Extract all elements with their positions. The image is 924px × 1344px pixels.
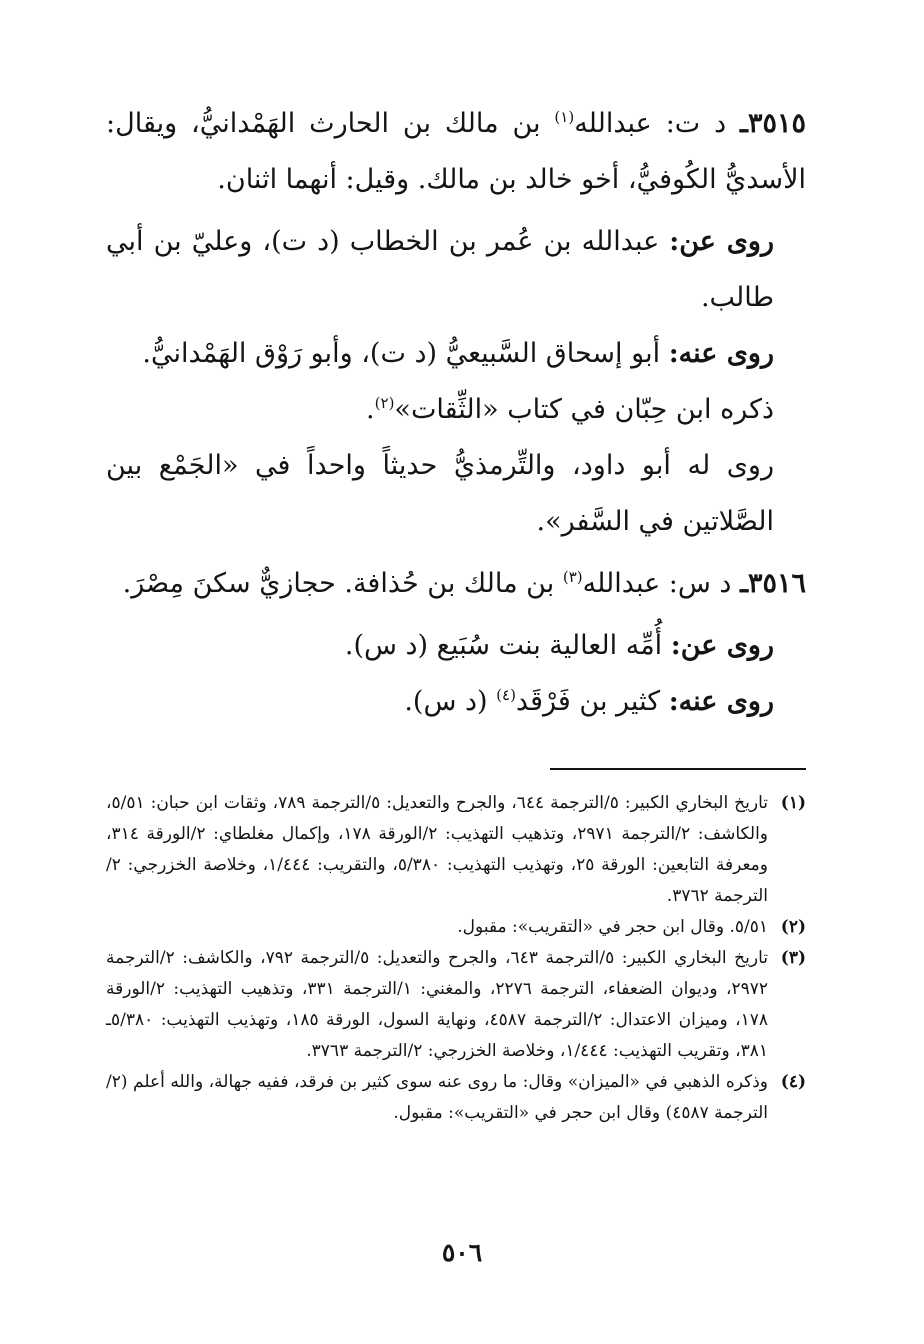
footnote-number: (٤) — [780, 1072, 806, 1092]
entry-number: ٣٥١٦ـ — [740, 568, 806, 599]
footnote-number: (١) — [780, 793, 806, 813]
footnote — [106, 912, 806, 943]
footnote — [106, 1067, 806, 1129]
narrated-by — [106, 326, 806, 382]
footnote-ref: (٢) — [374, 394, 395, 412]
mentioned-by-text: ذكره ابن حِبّان في كتاب «الثِّقات» — [394, 394, 774, 425]
footnote-number: (٣) — [780, 948, 806, 968]
narrated-from — [106, 214, 806, 326]
narrated-from-label: روى عن: — [669, 226, 774, 257]
footnote-ref: (٤) — [496, 686, 516, 704]
mentioned-by-end: . — [366, 394, 375, 425]
page-number: ٥٠٦ — [441, 1238, 483, 1267]
narrated-from — [106, 618, 806, 674]
main-text — [106, 96, 806, 730]
entry-number: ٣٥١٥ـ — [740, 108, 806, 139]
narrated-by-end: (د س). — [404, 686, 488, 717]
narrated-by-name: كثير بن فَرْقَد — [515, 686, 661, 717]
narrated-by — [106, 674, 806, 730]
footnote — [106, 788, 806, 912]
entry-3515-heading — [106, 96, 806, 208]
footnotes — [106, 788, 806, 1129]
narrated-by-label: روى عنه: — [668, 338, 774, 369]
footnote-text: تاريخ البخاري الكبير: ٥/الترجمة ٦٤٤، والجرح والتعديل: ٥/الترجمة ٧٨٩، وثقات ابن حبان: ٥/٥١، والكاشف: ٢/الترجمة ٢٩٧١، وتذهيب التهذيب: ٢/الورقة ١٧٨، وإكمال مغلطاي: ٢/الورقة ٣١٤، ومعرفة التابعين: الورقة ٢٥، وتهذيب التهذيب: ٥/٣٨٠، والتقريب: ١/٤٤٤، وخلاصة الخزرجي: ٢/الترجمة ٣٧٦٢. — [106, 793, 768, 906]
narrated-for-text: روى له أبو داود، والتِّرمذيُّ حديثاً واحداً في «الجَمْع بين الصَّلاتين في السَّفر». — [106, 450, 774, 537]
footnote-ref: (١) — [554, 108, 575, 126]
entry-description: بن مالك بن الحارث الهَمْدانيُّ، ويقال: الأسديُّ الكُوفيُّ، أخو خالد بن مالك. وقيل: أنهما اثنان. — [106, 108, 806, 195]
narrated-from-text: عبدالله بن عُمر بن الخطاب (د ت)، وعليّ بن أبي طالب. — [106, 226, 774, 313]
mentioned-by — [106, 382, 806, 438]
entry-name: عبدالله — [582, 568, 661, 599]
entry-codes: د ت: — [665, 108, 727, 139]
footnote-divider — [550, 768, 806, 770]
narrated-for — [106, 438, 806, 550]
footnote-text: تاريخ البخاري الكبير: ٥/الترجمة ٦٤٣، والجرح والتعديل: ٥/الترجمة ٧٩٢، والكاشف: ٢/الترجمة ٢٩٧٢، وديوان الضعفاء، الترجمة ٢٢٧٦، والمغني: ١/الترجمة ٣٣١، وتذهيب التهذيب: ٢/الورقة ١٧٨، وميزان الاعتدال: ٢/الترجمة ٤٥٨٧، ونهاية السول، الورقة ١٨٥، وتهذيب التهذيب: ٥/٣٨٠ـ ٣٨١، وتقريب التهذيب: ١/٤٤٤، وخلاصة الخزرجي: ٢/الترجمة ٣٧٦٣. — [106, 948, 769, 1061]
entry-3516-heading — [106, 556, 806, 612]
narrated-by-text: أبو إسحاق السَّبيعيُّ (د ت)، وأبو رَوْق الهَمْدانيُّ. — [142, 338, 661, 369]
narrated-by-label: روى عنه: — [668, 686, 774, 717]
footnote-text: وذكره الذهبي في «الميزان» وقال: ما روى عنه سوى كثير بن فرقد، ففيه جهالة، والله أعلم (٢/الترجمة ٤٥٨٧) وقال ابن حجر في «التقريب»: مقبول. — [106, 1072, 768, 1123]
entry-name: عبدالله — [574, 108, 652, 139]
narrated-from-text: أُمِّه العالية بنت سُبَيع (د س). — [344, 630, 663, 661]
footnote-number: (٢) — [780, 917, 806, 937]
entry-codes: د س: — [668, 568, 732, 599]
footnote — [106, 943, 806, 1067]
footnote-text: ٥/٥١. وقال ابن حجر في «التقريب»: مقبول. — [457, 917, 768, 937]
footnote-ref: (٣) — [562, 568, 583, 586]
narrated-from-label: روى عن: — [670, 630, 774, 661]
entry-description: بن مالك بن حُذافة. حجازيٌّ سكنَ مِصْرَ. — [122, 568, 555, 599]
